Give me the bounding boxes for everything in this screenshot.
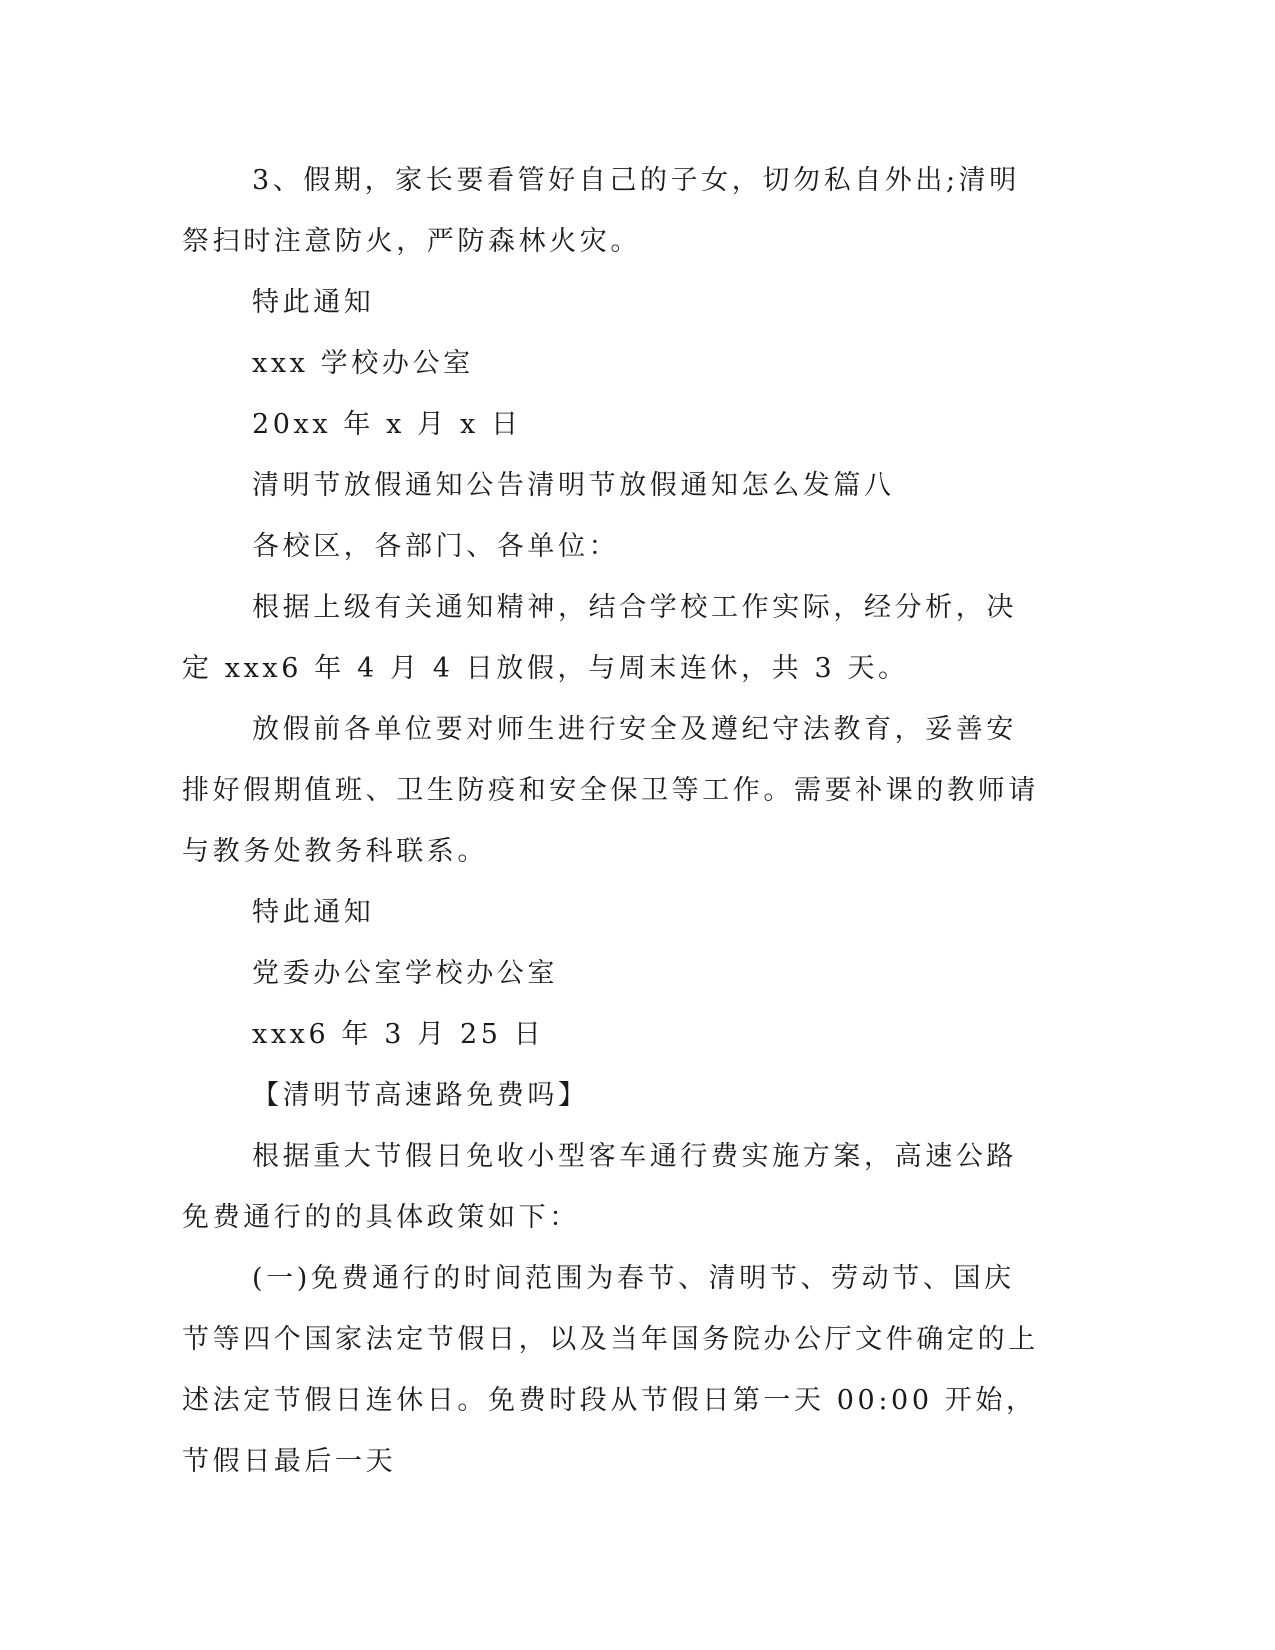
paragraph-safety-reminder: 3、假期，家长要看管好自己的子女，切勿私自外出;清明祭扫时注意防火，严防森林火灾。 <box>182 165 1020 257</box>
paragraph-signature-date: 20xx 年 x 月 x 日 <box>252 409 522 440</box>
paragraph-signature-date-2: xxx6 年 3 月 25 日 <box>252 1019 545 1050</box>
paragraph-signature-office: xxx 学校办公室 <box>252 348 474 379</box>
paragraph-holiday-decision: 根据上级有关通知精神，结合学校工作实际，经分析，决定 xxx6 年 4 月 4 日放假，与周末连休，共 3 天。 <box>182 592 1017 684</box>
section-heading-highway: 【清明节高速路免费吗】 <box>252 1080 589 1111</box>
paragraph-notice-closing: 特此通知 <box>252 287 375 318</box>
document-body <box>182 150 1042 1492</box>
paragraph-holiday-arrangements: 放假前各单位要对师生进行安全及遵纪守法教育，妥善安排好假期值班、卫生防疫和安全保卫等工作。需要补课的教师请与教务处教务科联系。 <box>182 714 1039 867</box>
paragraph-highway-policy-item-1: (一)免费通行的时间范围为春节、清明节、劳动节、国庆节等四个国家法定节假日，以及当年国务院办公厅文件确定的上述法定节假日连休日。免费时段从节假日第一天 00:00 开始，节假日最后一天 <box>182 1263 1039 1477</box>
section-title: 清明节放假通知公告清明节放假通知怎么发篇八 <box>252 470 895 501</box>
paragraph-highway-policy-intro: 根据重大节假日免收小型客车通行费实施方案，高速公路免费通行的的具体政策如下： <box>182 1141 1017 1233</box>
paragraph-salutation: 各校区，各部门、各单位： <box>252 531 620 562</box>
paragraph-signature-office-2: 党委办公室学校办公室 <box>252 958 558 989</box>
paragraph-notice-closing-2: 特此通知 <box>252 897 375 928</box>
